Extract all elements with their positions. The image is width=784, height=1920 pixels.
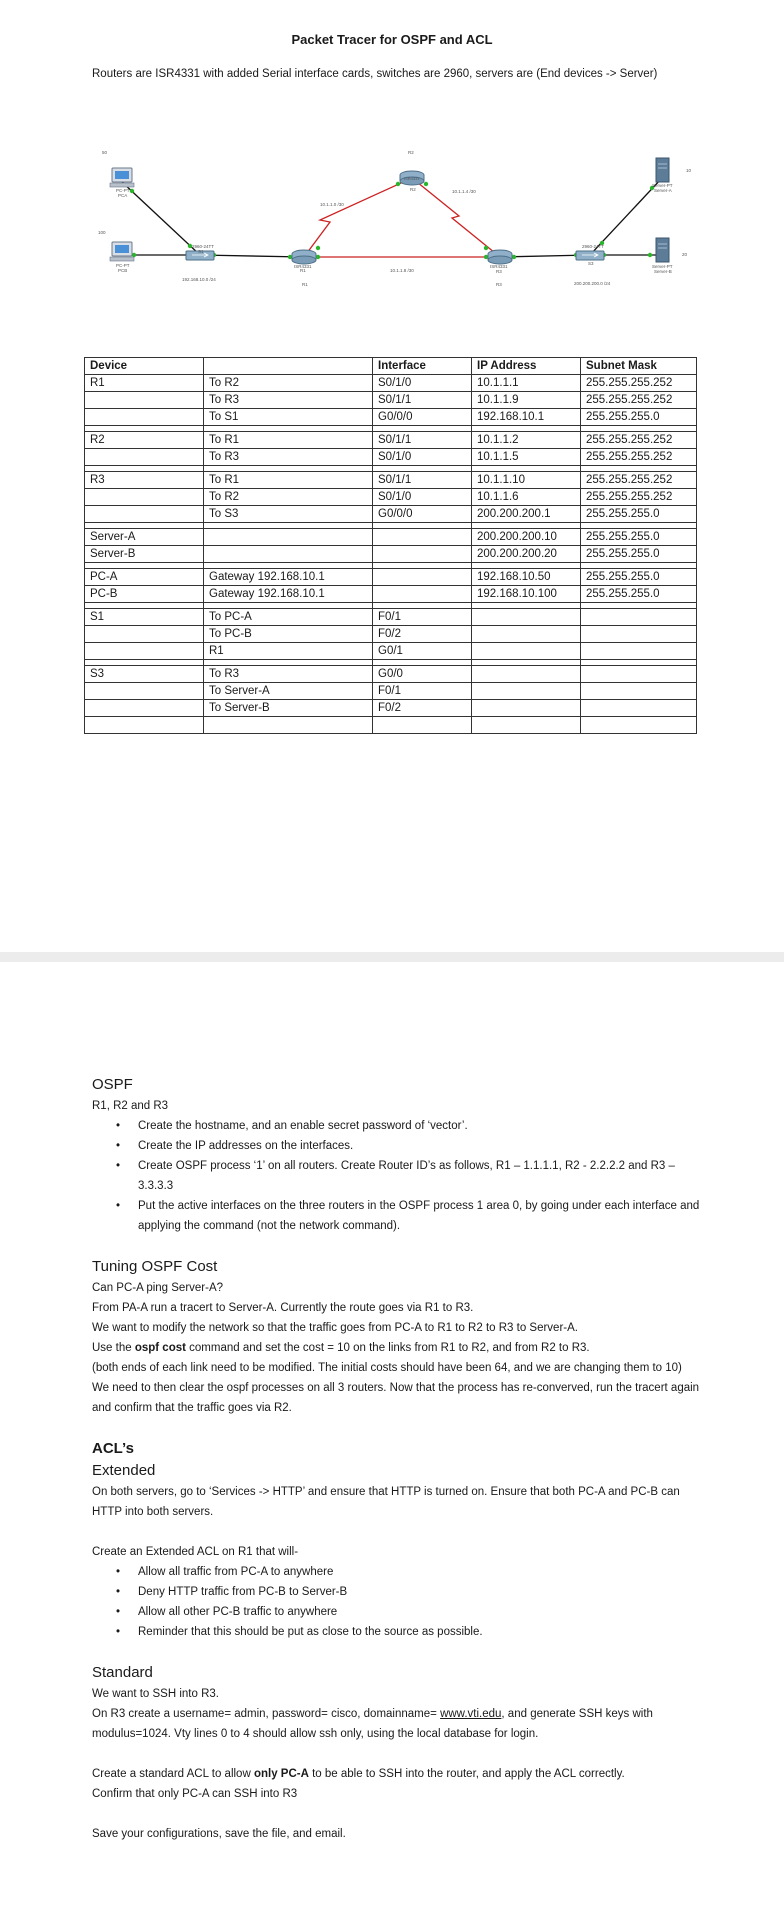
extended-heading: Extended: [92, 1462, 156, 1479]
table-row: [85, 569, 697, 586]
header-blank: [204, 358, 373, 375]
tuning-p6: We need to then clear the ospf processes on all 3 routers. Now that the process has re-converved, run the tracert again and confirm that the traffic goes via R2.: [92, 1382, 700, 1414]
table-row: [85, 683, 697, 700]
table-cell: [472, 666, 581, 683]
table-cell: Server-B: [85, 546, 204, 563]
list-item: • Deny HTTP traffic from PC-B to Server-B: [138, 1582, 702, 1602]
table-cell: R1: [204, 643, 373, 660]
table-cell: 200.200.200.10: [472, 529, 581, 546]
table-cell: Gateway 192.168.10.1: [204, 569, 373, 586]
table-cell: 10.1.1.10: [472, 472, 581, 489]
table-cell: [373, 569, 472, 586]
lan3-label: 200.200.200.0 /24: [574, 281, 611, 286]
table-cell: 255.255.255.252: [581, 489, 697, 506]
link-pca-s1: [122, 182, 200, 255]
table-cell: G0/1: [373, 643, 472, 660]
table-cell: 255.255.255.0: [581, 409, 697, 426]
table-row: [85, 700, 697, 717]
table-cell: [472, 626, 581, 643]
table-row: [85, 472, 697, 489]
table-row: [85, 546, 697, 563]
header-interface: Interface: [373, 358, 472, 375]
page-title: Packet Tracer for OSPF and ACL: [291, 32, 493, 47]
addressing-table: [84, 357, 697, 734]
table-row: [85, 529, 697, 546]
table-cell: S0/1/1: [373, 392, 472, 409]
table-cell: F0/1: [373, 683, 472, 700]
table-cell: F0/2: [373, 626, 472, 643]
table-cell: [85, 700, 204, 717]
table-cell: 255.255.255.0: [581, 529, 697, 546]
router-r1-icon: [292, 250, 316, 264]
link-r1-r2: [304, 178, 412, 257]
list-item: • Create the hostname, and an enable secret password of ‘vector’.: [138, 1116, 702, 1136]
table-cell: PC-B: [85, 586, 204, 603]
header-device: Device: [85, 358, 204, 375]
table-cell: [85, 506, 204, 523]
table-cell: [581, 717, 697, 734]
r1-caption: R1: [302, 282, 308, 287]
table-cell: [472, 683, 581, 700]
table-cell: PC-A: [85, 569, 204, 586]
table-cell: [204, 546, 373, 563]
server-b-icon: [656, 238, 669, 262]
table-cell: To S1: [204, 409, 373, 426]
table-cell: To R1: [204, 472, 373, 489]
standard-p1: We want to SSH into R3.: [92, 1688, 219, 1700]
table-cell: R1: [85, 375, 204, 392]
table-cell: [373, 546, 472, 563]
table-row: [85, 449, 697, 466]
pc-a-icon: [110, 168, 134, 187]
table-cell: [85, 489, 204, 506]
pc-b-number: 100: [98, 230, 106, 235]
acl-heading: ACL’s: [92, 1440, 134, 1457]
s3-label: S3: [588, 261, 594, 266]
extended-list: [92, 1562, 702, 1642]
table-cell: To S3: [204, 506, 373, 523]
table-cell: [85, 626, 204, 643]
standard-heading: Standard: [92, 1664, 153, 1681]
s3-type: 2960-24TT: [582, 244, 605, 249]
table-cell: [472, 700, 581, 717]
table-cell: Server-A: [85, 529, 204, 546]
table-cell: [85, 392, 204, 409]
extended-p2: Create an Extended ACL on R1 that will-: [92, 1546, 299, 1558]
table-cell: [85, 683, 204, 700]
pc-a-type: PC-PT: [116, 188, 130, 193]
network-diagram: [82, 140, 702, 320]
table-cell: S0/1/0: [373, 449, 472, 466]
standard-p3: Create a standard ACL to allow only PC-A to be able to SSH into the router, and apply the ACL correctly.: [92, 1768, 625, 1780]
table-cell: [373, 717, 472, 734]
ospf-heading: OSPF: [92, 1076, 133, 1093]
table-cell: [581, 626, 697, 643]
server-a-icon: [656, 158, 669, 182]
table-cell: 200.200.200.1: [472, 506, 581, 523]
list-item: • Allow all traffic from PC-A to anywhere: [138, 1562, 702, 1582]
ospf-subheading: R1, R2 and R3: [92, 1100, 169, 1112]
table-cell: [581, 643, 697, 660]
list-item: • Allow all other PC-B traffic to anywhere: [138, 1602, 702, 1622]
table-header-row: [85, 358, 697, 375]
table-cell: [581, 666, 697, 683]
table-cell: To PC-A: [204, 609, 373, 626]
table-cell: S3: [85, 666, 204, 683]
table-cell: [472, 643, 581, 660]
header-mask: Subnet Mask: [581, 358, 697, 375]
table-cell: To Server-B: [204, 700, 373, 717]
table-row: [85, 409, 697, 426]
table-cell: [204, 717, 373, 734]
table-cell: [373, 586, 472, 603]
server-a-label: Server-A: [654, 188, 672, 193]
table-cell: F0/2: [373, 700, 472, 717]
table-cell: To R3: [204, 666, 373, 683]
standard-p4: Confirm that only PC-A can SSH into R3: [92, 1788, 298, 1800]
net3-label: 10.1.1.8 /30: [390, 268, 414, 273]
pc-b-label: PCB: [118, 268, 128, 273]
table-cell: F0/1: [373, 609, 472, 626]
header-ip: IP Address: [472, 358, 581, 375]
table-cell: [581, 609, 697, 626]
table-cell: To R2: [204, 375, 373, 392]
table-cell: 10.1.1.2: [472, 432, 581, 449]
r3-caption: R3: [496, 282, 502, 287]
table-cell: 255.255.255.0: [581, 546, 697, 563]
table-cell: G0/0/0: [373, 409, 472, 426]
table-cell: To R3: [204, 449, 373, 466]
final-instruction: Save your configurations, save the file, and email.: [92, 1828, 346, 1840]
table-cell: 192.168.10.1: [472, 409, 581, 426]
ospf-section: [92, 1074, 702, 1844]
table-row: [85, 489, 697, 506]
pc-b-icon: [110, 242, 134, 261]
table-cell: 10.1.1.1: [472, 375, 581, 392]
tuning-p2: From PA-A run a tracert to Server-A. Currently the route goes via R1 to R3.: [92, 1302, 474, 1314]
table-row: [85, 666, 697, 683]
table-cell: [85, 643, 204, 660]
tuning-p1: Can PC-A ping Server-A?: [92, 1282, 224, 1294]
page-2: [0, 962, 784, 1920]
r3-label: R3: [496, 269, 502, 274]
pc-a-label: PCA: [118, 193, 128, 198]
server-a-type: Server-PT: [652, 183, 673, 188]
table-cell: [85, 449, 204, 466]
table-cell: 255.255.255.252: [581, 472, 697, 489]
table-cell: 200.200.200.20: [472, 546, 581, 563]
table-cell: S0/1/0: [373, 489, 472, 506]
table-row: [85, 506, 697, 523]
r2-type: ISR4331: [404, 176, 420, 181]
table-row: [85, 643, 697, 660]
server-b-type: Server-PT: [652, 264, 673, 269]
table-row: [85, 375, 697, 392]
table-cell: S0/1/0: [373, 375, 472, 392]
table-row: [85, 586, 697, 603]
pc-a-number: 50: [102, 150, 108, 155]
table-cell: 255.255.255.252: [581, 432, 697, 449]
table-cell: 10.1.1.5: [472, 449, 581, 466]
table-cell: To Server-A: [204, 683, 373, 700]
table-cell: 10.1.1.6: [472, 489, 581, 506]
list-item: • Put the active interfaces on the three routers in the OSPF process 1 area 0, by going under each interface and applying the command (not the network command).: [138, 1196, 702, 1236]
table-cell: 192.168.10.50: [472, 569, 581, 586]
table-cell: S0/1/1: [373, 432, 472, 449]
net1-label: 10.1.1.0 /30: [320, 202, 344, 207]
r3-type: ISR4331: [490, 264, 508, 269]
table-cell: 255.255.255.252: [581, 392, 697, 409]
server-a-number: 10: [686, 168, 692, 173]
lan1-label: 192.168.10.0 /24: [182, 277, 216, 282]
extended-p1: On both servers, go to ‘Services -> HTTP’ and ensure that HTTP is turned on. Ensure that both PC-A and PC-B can HTTP into both servers.: [92, 1486, 680, 1518]
tuning-p3: We want to modify the network so that the traffic goes from PC-A to R1 to R2 to R3 to Server-A.: [92, 1322, 578, 1334]
table-cell: [472, 717, 581, 734]
table-cell: To R2: [204, 489, 373, 506]
standard-p2: On R3 create a username= admin, password= cisco, domainname= www.vti.edu, and generate SSH keys with modulus=1024. Vty lines 0 to 4 should allow ssh only, using the local database for login.: [92, 1708, 653, 1740]
table-cell: R3: [85, 472, 204, 489]
table-row: [85, 609, 697, 626]
tuning-heading: Tuning OSPF Cost: [92, 1258, 218, 1275]
table-row: [85, 432, 697, 449]
r2-caption: R2: [408, 150, 414, 155]
table-cell: 10.1.1.9: [472, 392, 581, 409]
table-cell: 255.255.255.0: [581, 506, 697, 523]
switch-s3-icon: [576, 251, 604, 260]
tuning-p5: (both ends of each link need to be modified. The initial costs should have been 64, and we are changing them to 10): [92, 1362, 682, 1374]
router-r3-icon: [488, 250, 512, 264]
table-cell: S0/1/1: [373, 472, 472, 489]
table-cell: [581, 683, 697, 700]
table-cell: [204, 529, 373, 546]
table-cell: To R1: [204, 432, 373, 449]
table-cell: 255.255.255.252: [581, 449, 697, 466]
page-1: [0, 0, 784, 952]
r1-type: ISR4331: [294, 264, 312, 269]
s1-type: 2960-24TT: [192, 244, 215, 249]
ospf-list: [92, 1116, 702, 1236]
intro-text: Routers are ISR4331 with added Serial interface cards, switches are 2960, servers are (End devices -> Server): [92, 68, 658, 80]
table-cell: 255.255.255.0: [581, 569, 697, 586]
table-cell: [472, 609, 581, 626]
table-cell: 192.168.10.100: [472, 586, 581, 603]
table-cell: [373, 529, 472, 546]
table-cell: To R3: [204, 392, 373, 409]
table-row: [85, 626, 697, 643]
page-separator: [0, 952, 784, 962]
table-cell: [85, 717, 204, 734]
table-cell: To PC-B: [204, 626, 373, 643]
net2-label: 10.1.1.4 /30: [452, 189, 476, 194]
domain-link[interactable]: www.vti.edu: [440, 1708, 502, 1720]
r2-label: R2: [410, 187, 416, 192]
tuning-p4: Use the ospf cost command and set the cost = 10 on the links from R1 to R2, and from R2 to R3.: [92, 1342, 590, 1354]
s1-label: S1: [198, 249, 204, 254]
list-item: • Create OSPF process ‘1’ on all routers. Create Router ID’s as follows, R1 – 1.1.1.1, R2 - 2.2.2.2 and R3 – 3.3.3.3: [138, 1156, 702, 1196]
server-b-label: Server-B: [654, 269, 672, 274]
table-cell: G0/0/0: [373, 506, 472, 523]
server-b-number: 20: [682, 252, 688, 257]
r1-label: R1: [300, 268, 306, 273]
table-cell: G0/0: [373, 666, 472, 683]
table-cell: 255.255.255.252: [581, 375, 697, 392]
pc-b-type: PC-PT: [116, 263, 130, 268]
table-cell: Gateway 192.168.10.1: [204, 586, 373, 603]
table-row: [85, 392, 697, 409]
table-cell: [581, 700, 697, 717]
table-cell: S1: [85, 609, 204, 626]
table-cell: 255.255.255.0: [581, 586, 697, 603]
list-item: • Reminder that this should be put as close to the source as possible.: [138, 1622, 702, 1642]
table-row: [85, 717, 697, 734]
table-cell: R2: [85, 432, 204, 449]
list-item: • Create the IP addresses on the interfaces.: [138, 1136, 702, 1156]
table-cell: [85, 409, 204, 426]
